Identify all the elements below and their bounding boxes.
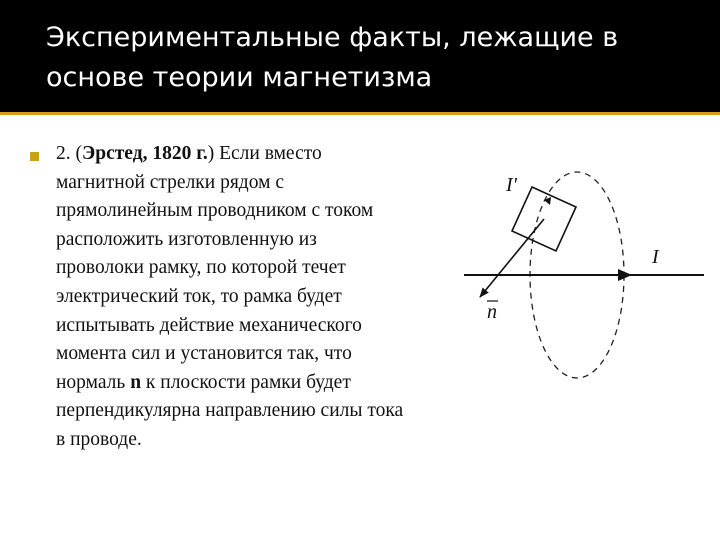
title-accent-line: [0, 112, 720, 115]
bullet-icon: [30, 152, 39, 161]
normal-symbol: n: [130, 371, 142, 393]
title-bar: [0, 0, 720, 112]
wire-current-arrow: [618, 269, 632, 281]
slide-title: Экспериментальные факты, лежащие в основе теории магнетизма: [46, 22, 619, 93]
paragraph-text-after-normal: к плоскости рамки будет перпендикулярна направлению силы тока в проводе.: [56, 371, 404, 450]
wire-frame-diagram: [440, 155, 710, 385]
normal-label: n: [487, 301, 497, 323]
paragraph-citation: Эрстед, 1820 г.: [82, 143, 208, 164]
paragraph-number: 2. (: [56, 143, 82, 164]
paragraph-text-before-normal: ) Если вместо магнитной стрелки рядом с прямолинейным проводником с током расположить изготовленную из проволоки рамку, по которой течет электрический ток, то рамка будет испытывать действие механического момента сил и установится так, что нормаль: [56, 143, 374, 393]
paragraph: [56, 140, 408, 455]
frame-current-label: I': [506, 174, 517, 196]
wire-current-label: I: [652, 246, 659, 268]
